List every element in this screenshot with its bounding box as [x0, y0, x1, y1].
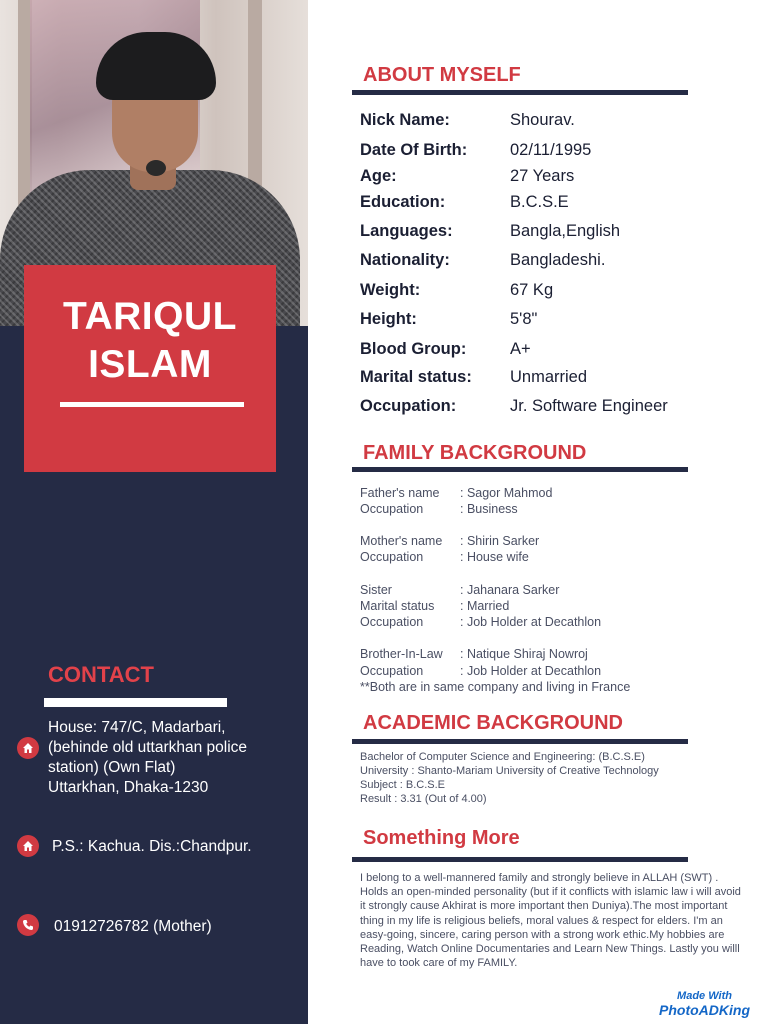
- family-label: Father's name: [360, 486, 440, 500]
- watermark: [659, 990, 750, 1018]
- family-label: Brother-In-Law: [360, 647, 443, 661]
- family-label: Marital status: [360, 599, 435, 613]
- about-label: Languages:: [360, 222, 453, 240]
- home-icon: [17, 835, 39, 857]
- family-value: : Shirin Sarker: [460, 534, 540, 548]
- about-label: Age:: [360, 167, 397, 185]
- contact-phone: 01912726782 (Mother): [54, 918, 212, 935]
- about-title: ABOUT MYSELF: [363, 64, 521, 86]
- address-line: (behinde old uttarkhan police: [48, 739, 248, 756]
- family-value: : Jahanara Sarker: [460, 583, 560, 597]
- about-value: B.C.S.E: [510, 193, 569, 211]
- phone-icon: [17, 914, 39, 936]
- family-value: : Business: [460, 502, 518, 516]
- about-label: Marital status:: [360, 368, 472, 386]
- about-label: Occupation:: [360, 397, 457, 415]
- academic-divider: [352, 739, 688, 744]
- watermark-line-1: Made With: [677, 990, 732, 1002]
- contact-divider: [44, 698, 227, 707]
- about-label: Date Of Birth:: [360, 141, 468, 159]
- about-value: 27 Years: [510, 167, 575, 185]
- contact-title: CONTACT: [48, 662, 154, 687]
- contact-address: [48, 718, 247, 798]
- academic-title: ACADEMIC BACKGROUND: [363, 712, 623, 734]
- name-box: [24, 265, 276, 472]
- first-name: TARIQUL: [63, 295, 237, 338]
- family-note: **Both are in same company and living in France: [360, 680, 631, 694]
- more-paragraph: I belong to a well-mannered family and strongly believe in ALLAH (SWT) . Holds an open-minded personality (but if it conflicts with islamic law i will avoid it strongly cause Akhirat is more important then Duniya).The most important thing in my life is religious beliefs, moral values & respect for elders. I'm an easy-going, sincere, caring person with a strong work ethic.My hobbies are Reading, Watch Online Documentaries and Learn New Things. Lastly you willl have to took care of my FAMILY.: [360, 872, 741, 970]
- family-value: : Job Holder at Decathlon: [460, 615, 602, 629]
- academic-line: Bachelor of Computer Science and Engineering: (B.C.S.E): [360, 751, 645, 763]
- family-value: : Job Holder at Decathlon: [460, 664, 602, 678]
- about-value: Jr. Software Engineer: [510, 397, 668, 415]
- address-line: station) (Own Flat): [48, 759, 176, 776]
- family-title: FAMILY BACKGROUND: [363, 442, 587, 464]
- family-label: Occupation: [360, 502, 424, 516]
- about-value: Unmarried: [510, 368, 588, 386]
- watermark-line-2: PhotoADKing: [659, 1002, 750, 1018]
- person-beard: [146, 160, 166, 176]
- about-value: 5'8": [510, 310, 538, 328]
- home-icon: [17, 737, 39, 759]
- about-label: Nick Name:: [360, 111, 450, 129]
- address-line: Uttarkhan, Dhaka-1230: [48, 779, 209, 796]
- about-label: Education:: [360, 193, 446, 211]
- family-label: Sister: [360, 583, 392, 597]
- address-line: House: 747/C, Madarbari,: [48, 719, 226, 736]
- name-underline: [60, 402, 244, 407]
- family-value: : Sagor Mahmod: [460, 486, 553, 500]
- family-label: Occupation: [360, 615, 424, 629]
- contact-police-station: P.S.: Kachua. Dis.:Chandpur.: [52, 838, 252, 855]
- about-label: Weight:: [360, 281, 421, 299]
- about-divider: [352, 90, 688, 95]
- about-value: 67 Kg: [510, 281, 554, 299]
- academic-line: Subject : B.C.S.E: [360, 779, 445, 791]
- about-label: Nationality:: [360, 251, 450, 269]
- family-divider: [352, 467, 688, 472]
- family-value: : House wife: [460, 550, 529, 564]
- family-label: Mother's name: [360, 534, 443, 548]
- about-value: Shourav.: [510, 111, 575, 129]
- about-value: 02/11/1995: [510, 141, 592, 159]
- family-value: : Natique Shiraj Nowroj: [460, 647, 588, 661]
- family-label: Occupation: [360, 550, 424, 564]
- academic-line: Result : 3.31 (Out of 4.00): [360, 793, 487, 805]
- more-divider: [352, 857, 688, 862]
- about-value: Bangla,English: [510, 222, 621, 240]
- family-value: : Married: [460, 599, 510, 613]
- about-value: A+: [510, 340, 531, 358]
- family-label: Occupation: [360, 664, 424, 678]
- academic-line: University : Shanto-Mariam University of Creative Technology: [360, 765, 659, 777]
- last-name: ISLAM: [88, 343, 212, 386]
- about-value: Bangladeshi.: [510, 251, 606, 269]
- about-label: Blood Group:: [360, 340, 467, 358]
- about-label: Height:: [360, 310, 417, 328]
- more-title: Something More: [363, 827, 520, 849]
